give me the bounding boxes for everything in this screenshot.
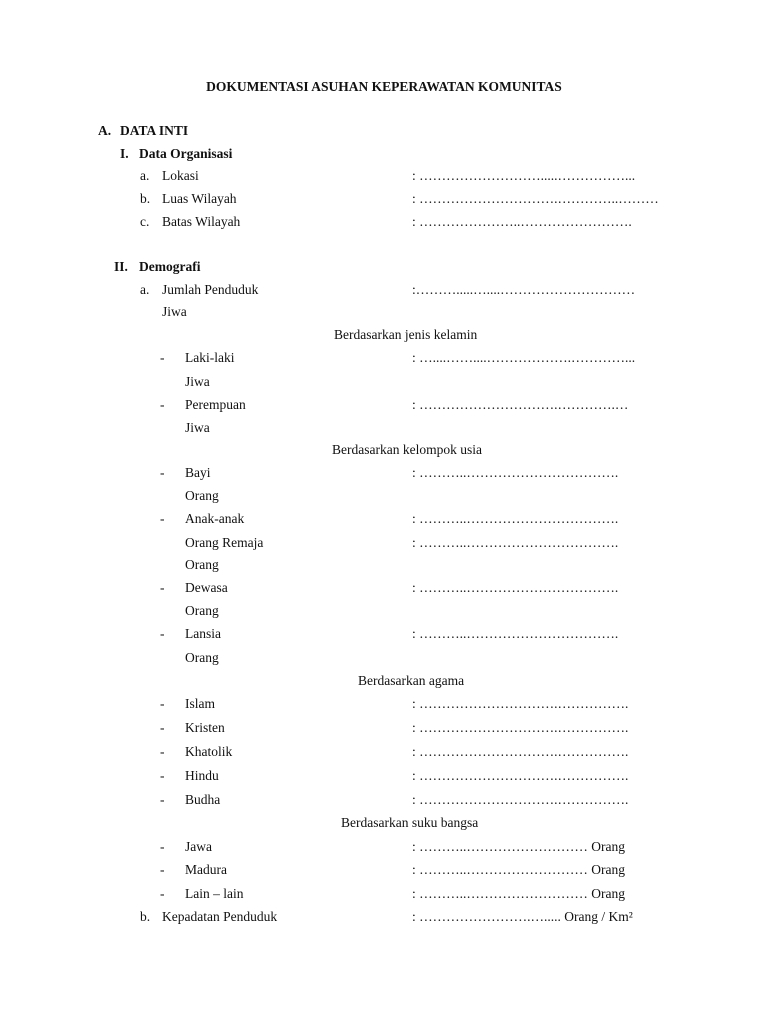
org-heading: Data Organisasi	[139, 146, 233, 161]
usia-value-lansia: : ………..…………………………….	[412, 626, 619, 641]
agama-value: : ………………………….…………….	[412, 744, 629, 759]
org-item-value: : …………………..…………………….	[412, 214, 632, 229]
suku-heading: Berdasarkan suku bangsa	[341, 815, 479, 830]
list-dash: -	[160, 465, 165, 480]
suku-label: Madura	[185, 862, 227, 877]
jumlah-label: Jumlah Penduduk	[162, 282, 259, 297]
usia-value-dewasa: : ………..…………………………….	[412, 580, 619, 595]
usia-label-dewasa: Dewasa	[185, 580, 228, 595]
org-item-marker: c.	[140, 214, 150, 229]
list-dash: -	[160, 397, 165, 412]
usia-label-lansia: Lansia	[185, 626, 221, 641]
jenis-kelamin-label: Laki-laki	[185, 350, 235, 365]
list-dash: -	[160, 720, 165, 735]
agama-value: : ………………………….…………….	[412, 696, 629, 711]
kepadatan-marker: b.	[140, 909, 151, 924]
agama-value: : ………………………….…………….	[412, 768, 629, 783]
usia-unit-bayi: Orang	[185, 488, 219, 503]
agama-label: Khatolik	[185, 744, 233, 759]
jumlah-unit: Jiwa	[162, 304, 187, 319]
suku-value: : ………..……………………… Orang	[412, 839, 625, 854]
org-item-label: Lokasi	[162, 168, 199, 183]
agama-value: : ………………………….…………….	[412, 792, 629, 807]
document-title: DOKUMENTASI ASUHAN KEPERAWATAN KOMUNITAS	[206, 79, 562, 94]
jenis-kelamin-heading: Berdasarkan jenis kelamin	[334, 327, 478, 342]
list-dash: -	[160, 792, 165, 807]
jenis-kelamin-unit: Jiwa	[185, 374, 210, 389]
usia-label-bayi: Bayi	[185, 465, 211, 480]
kepadatan-value: : …………………….…..... Orang / Km²	[412, 909, 633, 924]
agama-heading: Berdasarkan agama	[358, 673, 465, 688]
usia-value-bayi: : ………..…………………………….	[412, 465, 619, 480]
list-dash: -	[160, 862, 165, 877]
kelompok-usia-heading: Berdasarkan kelompok usia	[332, 442, 482, 457]
usia-unit-dewasa: Orang	[185, 603, 219, 618]
suku-value: : ………..……………………… Orang	[412, 862, 625, 877]
kepadatan-label: Kepadatan Penduduk	[162, 909, 278, 924]
list-dash: -	[160, 696, 165, 711]
list-dash: -	[160, 839, 165, 854]
org-item-label: Luas Wilayah	[162, 191, 237, 206]
usia-unit-lansia: Orang	[185, 650, 219, 665]
suku-label: Lain – lain	[185, 886, 244, 901]
section-a-heading: DATA INTI	[120, 123, 189, 138]
agama-label: Islam	[185, 696, 215, 711]
suku-value: : ………..……………………… Orang	[412, 886, 625, 901]
usia-label-remaja: Orang Remaja	[185, 535, 264, 550]
jenis-kelamin-unit: Jiwa	[185, 420, 210, 435]
org-item-value: : ……………………….....……………...	[412, 168, 636, 183]
jumlah-value: :……….....…....…………………………	[412, 282, 636, 297]
section-a-marker: A.	[98, 123, 112, 138]
agama-label: Kristen	[185, 720, 225, 735]
agama-label: Budha	[185, 792, 221, 807]
usia-unit-remaja: Orang	[185, 557, 219, 572]
jenis-kelamin-label: Perempuan	[185, 397, 246, 412]
list-dash: -	[160, 580, 165, 595]
org-item-marker: a.	[140, 168, 150, 183]
list-dash: -	[160, 511, 165, 526]
list-dash: -	[160, 626, 165, 641]
agama-value: : ………………………….…………….	[412, 720, 629, 735]
org-item-marker: b.	[140, 191, 151, 206]
org-item-value: : ………………………….…………..………	[412, 191, 659, 206]
agama-label: Hindu	[185, 768, 219, 783]
list-dash: -	[160, 350, 165, 365]
usia-value-remaja: : ………..…………………………….	[412, 535, 619, 550]
demografi-heading: Demografi	[139, 259, 201, 274]
list-dash: -	[160, 886, 165, 901]
usia-value-anak: : ………..…………………………….	[412, 511, 619, 526]
org-marker: I.	[120, 146, 129, 161]
list-dash: -	[160, 768, 165, 783]
org-item-label: Batas Wilayah	[162, 214, 241, 229]
suku-label: Jawa	[185, 839, 212, 854]
usia-label-anak: Anak-anak	[185, 511, 245, 526]
jenis-kelamin-value: : …....……....……………….…………...	[412, 350, 636, 365]
jenis-kelamin-value: : ………………………….………….…	[412, 397, 629, 412]
jumlah-marker: a.	[140, 282, 150, 297]
demografi-marker: II.	[114, 259, 128, 274]
list-dash: -	[160, 744, 165, 759]
